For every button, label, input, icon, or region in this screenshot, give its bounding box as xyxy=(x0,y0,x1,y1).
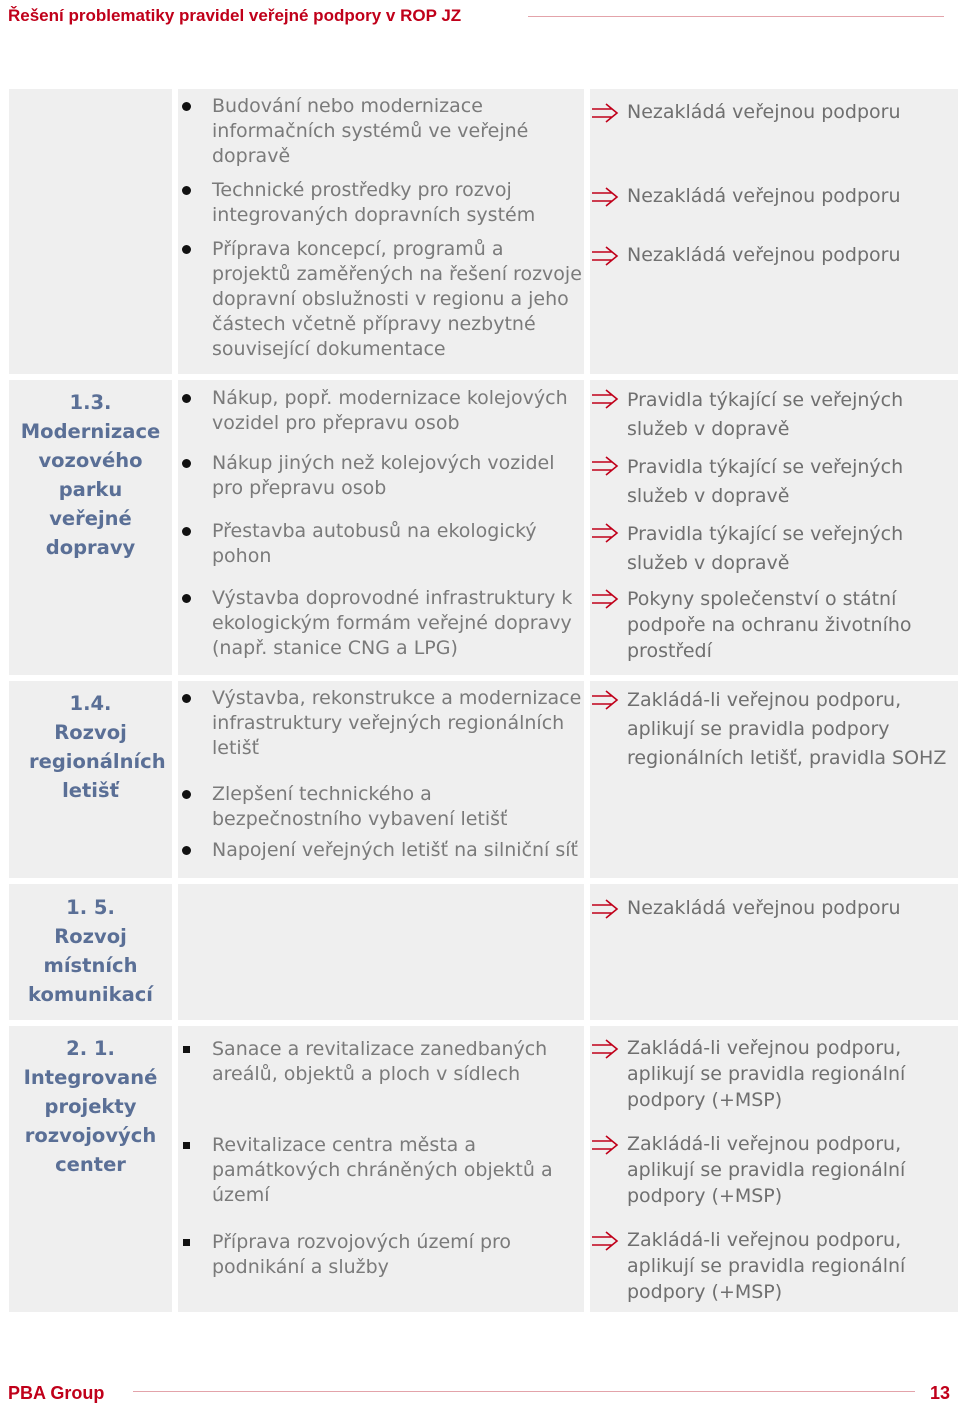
implies-arrow-icon xyxy=(590,522,620,544)
square-bullet-icon xyxy=(183,1239,190,1246)
table-cell xyxy=(590,89,958,374)
implies-arrow-icon xyxy=(590,1134,620,1156)
implies-arrow-icon xyxy=(590,1038,620,1060)
list-item: Nákup, popř. modernizace kolejových vozidel pro přepravu osob xyxy=(212,387,568,434)
bullet-icon xyxy=(182,694,191,703)
page-number: 13 xyxy=(930,1383,951,1403)
result-text: Zakládá-li veřejnou podporu, aplikují se pravidla regionální podpory (+MSP) xyxy=(627,1037,906,1111)
page-header-title: Řešení problematiky pravidel veřejné podpory v ROP JZ xyxy=(8,6,462,25)
result-text: Zakládá-li veřejnou podporu, aplikují se pravidla regionální podpory (+MSP) xyxy=(627,1229,906,1303)
bullet-icon xyxy=(182,102,191,111)
footer-company: PBA Group xyxy=(8,1383,105,1403)
row-label-number: 2. 1. xyxy=(66,1037,115,1060)
row-label-number: 1. 5. xyxy=(66,896,115,919)
square-bullet-icon xyxy=(183,1142,190,1149)
result-text: Nezakládá veřejnou podporu xyxy=(627,185,901,207)
row-label-name: Rozvoj místních komunikací xyxy=(28,925,153,1006)
list-item: Příprava rozvojových území pro podnikání a služby xyxy=(212,1231,512,1278)
bullet-icon xyxy=(182,846,191,855)
table-cell xyxy=(178,884,584,1020)
list-item: Nákup jiných než kolejových vozidel pro přepravu osob xyxy=(212,452,555,499)
row-label-name: Rozvoj regionálních letišť xyxy=(29,721,166,802)
list-item: Výstavba doprovodné infrastruktury k ekologickým formám veřejné dopravy (např. stanice CNG a LPG) xyxy=(212,587,573,659)
implies-arrow-icon xyxy=(590,588,620,610)
implies-arrow-icon xyxy=(590,898,620,920)
list-item: Příprava koncepcí, programů a projektů zaměřených na řešení rozvoje dopravní obslužnosti v regionu a jeho částech včetně přípravy nezbytné související dokumentace xyxy=(212,238,582,360)
result-text: Nezakládá veřejnou podporu xyxy=(627,897,901,919)
list-item: Napojení veřejných letišť na silniční síť xyxy=(212,839,579,861)
row-label-1-5 xyxy=(9,893,172,1009)
list-item: Zlepšení technického a bezpečnostního vybavení letišť xyxy=(212,783,508,830)
row-label-name: Modernizace vozového parku veřejné dopravy xyxy=(20,420,161,559)
list-item: Technické prostředky pro rozvoj integrovaných dopravních systém xyxy=(212,179,536,226)
row-label-number: 1.4. xyxy=(69,692,112,715)
result-text: Pravidla týkající se veřejných služeb v dopravě xyxy=(627,456,904,507)
result-text: Zakládá-li veřejnou podporu, aplikují se pravidla regionální podpory (+MSP) xyxy=(627,1133,906,1207)
list-item: Revitalizace centra města a památkových chráněných objektů a území xyxy=(212,1134,553,1206)
implies-arrow-icon xyxy=(590,186,620,208)
implies-arrow-icon xyxy=(590,102,620,124)
row-label-2-1 xyxy=(9,1034,172,1179)
row-label-name: Integrované projekty rozvojových center xyxy=(23,1066,158,1176)
result-text: Pokyny společenství o státní podpoře na ochranu životního prostředí xyxy=(627,588,912,662)
table-cell xyxy=(9,89,172,374)
list-item: Přestavba autobusů na ekologický pohon xyxy=(212,520,537,567)
bullet-icon xyxy=(182,459,191,468)
result-text: Pravidla týkající se veřejných služeb v dopravě xyxy=(627,523,904,574)
bullet-icon xyxy=(182,594,191,603)
row-label-1-4 xyxy=(9,689,172,805)
row-label-number: 1.3. xyxy=(69,391,112,414)
bullet-icon xyxy=(182,394,191,403)
bullet-icon xyxy=(182,790,191,799)
list-item: Budování nebo modernizace informačních systémů ve veřejné dopravě xyxy=(212,95,529,167)
list-item: Sanace a revitalizace zanedbaných areálů, objektů a ploch v sídlech xyxy=(212,1038,548,1085)
row-label-1-3 xyxy=(9,388,172,562)
bullet-icon xyxy=(182,527,191,536)
square-bullet-icon xyxy=(183,1046,190,1053)
list-item: Výstavba, rekonstrukce a modernizace infrastruktury veřejných regionálních letišť xyxy=(212,687,582,759)
header-divider xyxy=(528,16,944,17)
bullet-icon xyxy=(182,186,191,195)
implies-arrow-icon xyxy=(590,455,620,477)
result-text: Nezakládá veřejnou podporu xyxy=(627,244,901,266)
implies-arrow-icon xyxy=(590,388,620,410)
bullet-icon xyxy=(182,245,191,254)
implies-arrow-icon xyxy=(590,245,620,267)
implies-arrow-icon xyxy=(590,689,620,711)
implies-arrow-icon xyxy=(590,1230,620,1252)
footer-divider xyxy=(133,1391,915,1392)
result-text: Nezakládá veřejnou podporu xyxy=(627,101,901,123)
result-text: Zakládá-li veřejnou podporu, aplikují se pravidla podpory regionálních letišť, pravidla SOHZ xyxy=(627,689,947,769)
result-text: Pravidla týkající se veřejných služeb v dopravě xyxy=(627,389,904,440)
